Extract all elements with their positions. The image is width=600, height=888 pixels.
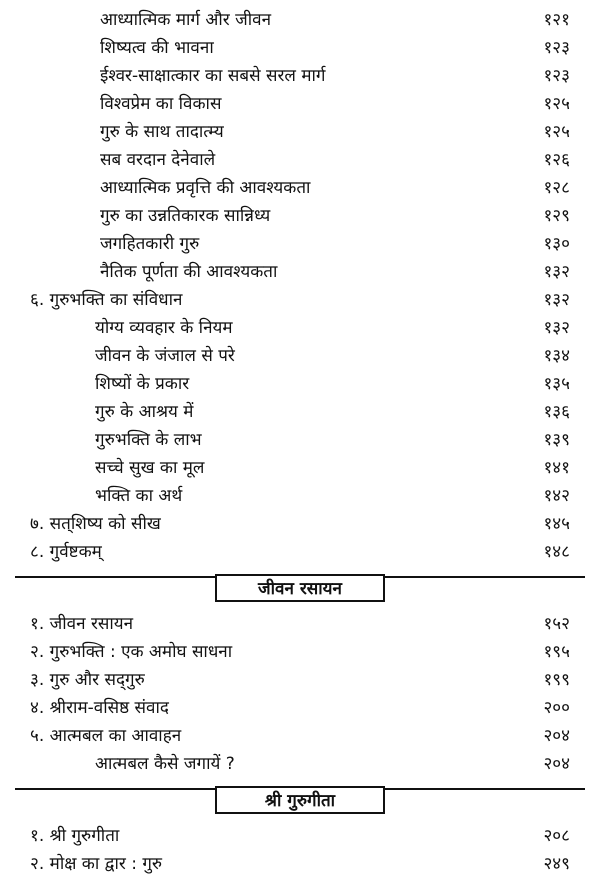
toc-chapter-title: ५. आत्मबल का आवाहन: [30, 726, 182, 746]
toc-entry: [0, 90, 600, 118]
toc-chapter: [0, 666, 600, 694]
toc-chapter-title: १. जीवन रसायन: [30, 614, 134, 634]
heading-rule-right: [385, 576, 585, 578]
toc-entry: [0, 342, 600, 370]
toc-chapter: [0, 694, 600, 722]
toc-entry-title: सब वरदान देनेवाले: [100, 150, 216, 170]
toc-entry-page: १२५: [543, 94, 570, 114]
toc-chapter-page: १५२: [543, 614, 570, 634]
toc-entry-page: १२३: [543, 38, 570, 58]
toc-entry-title: गुरु के आश्रय में: [95, 402, 194, 422]
toc-entry-title: जीवन के जंजाल से परे: [95, 346, 235, 366]
toc-entry-title: जगहितकारी गुरु: [100, 234, 200, 254]
toc-chapter: [0, 610, 600, 638]
toc-chapter-page: १४८: [543, 542, 570, 562]
toc-chapter-page: १९५: [543, 642, 570, 662]
toc-chapter-page: १४५: [543, 514, 570, 534]
toc-entry-page: १३२: [543, 318, 570, 338]
section-heading-label: श्री गुरुगीता: [215, 786, 385, 814]
toc-entry-title: सच्चे सुख का मूल: [95, 458, 205, 478]
toc-entry-page: १४१: [543, 458, 570, 478]
toc-entry: [0, 146, 600, 174]
toc-chapter-page: १९९: [543, 670, 570, 690]
toc-chapter-title: २. मोक्ष का द्वार : गुरु: [30, 854, 163, 874]
toc-entry-title: गुरु का उन्नतिकारक सान्निध्य: [100, 206, 271, 226]
toc-entry-title: शिष्यों के प्रकार: [95, 374, 190, 394]
toc-entry-page: १४२: [543, 486, 570, 506]
toc-entry-page: १३०: [543, 234, 570, 254]
heading-rule-right: [385, 788, 585, 790]
toc-entry-title: भक्ति का अर्थ: [95, 486, 183, 506]
toc-entry-page: १३९: [543, 430, 570, 450]
section-heading-jivan-rasayan: [0, 574, 600, 604]
toc-entry-title: ईश्वर-साक्षात्कार का सबसे सरल मार्ग: [100, 66, 326, 86]
toc-chapter-title: ६. गुरुभक्ति का संविधान: [30, 290, 183, 310]
section-heading-label: जीवन रसायन: [215, 574, 385, 602]
toc-entry-title: आध्यात्मिक मार्ग और जीवन: [100, 10, 272, 30]
toc-entry: [0, 750, 600, 778]
toc-chapter-title: २. गुरुभक्ति : एक अमोघ साधना: [30, 642, 233, 662]
heading-rule-left: [15, 788, 215, 790]
toc-entry: [0, 398, 600, 426]
toc-chapter-page: २४९: [543, 854, 570, 874]
toc-entry: [0, 34, 600, 62]
toc-entry-page: १३४: [543, 346, 570, 366]
toc-entry-page: २०४: [543, 754, 570, 774]
toc-entry: [0, 6, 600, 34]
heading-rule-left: [15, 576, 215, 578]
toc-chapter-page: २००: [543, 698, 570, 718]
toc-entry: [0, 426, 600, 454]
toc-chapter: [0, 722, 600, 750]
toc-entry-title: शिष्यत्व की भावना: [100, 38, 214, 58]
toc-entry-title: नैतिक पूर्णता की आवश्यकता: [100, 262, 278, 282]
toc-entry-title: गुरु के साथ तादात्म्य: [100, 122, 224, 142]
toc-entry: [0, 454, 600, 482]
toc-entry-page: १२१: [543, 10, 570, 30]
toc-entry: [0, 314, 600, 342]
toc-chapter-title: ३. गुरु और सद्‌गुरु: [30, 670, 145, 690]
toc-chapter-page: १३२: [543, 290, 570, 310]
toc-entry-page: १२९: [543, 206, 570, 226]
toc-entry-page: १२६: [543, 150, 570, 170]
toc-chapter-page: २०८: [543, 826, 570, 846]
toc-entry-page: १३६: [543, 402, 570, 422]
toc-entry: [0, 230, 600, 258]
toc-chapter-title: १. श्री गुरुगीता: [30, 826, 120, 846]
toc-entry: [0, 202, 600, 230]
toc-entry-title: आत्मबल कैसे जगायें ?: [95, 754, 235, 774]
toc-chapter: [0, 638, 600, 666]
toc-chapter: [0, 822, 600, 850]
toc-entry: [0, 118, 600, 146]
toc-chapter-title: ४. श्रीराम-वसिष्ठ संवाद: [30, 698, 169, 718]
toc-entry: [0, 62, 600, 90]
section-heading-shri-gurugita: [0, 786, 600, 816]
toc-entry-page: १२८: [543, 178, 570, 198]
toc-chapter: [0, 538, 600, 566]
toc-entry-page: १२५: [543, 122, 570, 142]
toc-entry-title: योग्य व्यवहार के नियम: [95, 318, 233, 338]
toc-entry: [0, 258, 600, 286]
toc-entry-page: १३५: [543, 374, 570, 394]
toc-chapter-title: ८. गुर्वष्टकम्: [30, 542, 102, 562]
toc-entry-title: आध्यात्मिक प्रवृत्ति की आवश्यकता: [100, 178, 311, 198]
toc-chapter-page: २०४: [543, 726, 570, 746]
toc-chapter: [0, 510, 600, 538]
toc-entry-page: १३२: [543, 262, 570, 282]
toc-entry: [0, 370, 600, 398]
toc-entry-title: गुरुभक्ति के लाभ: [95, 430, 202, 450]
toc-chapter-title: ७. सत्‌शिष्य को सीख: [30, 514, 161, 534]
toc-entry-page: १२३: [543, 66, 570, 86]
toc-chapter: [0, 850, 600, 878]
toc-entry-title: विश्वप्रेम का विकास: [100, 94, 222, 114]
toc-entry: [0, 174, 600, 202]
toc-entry: [0, 482, 600, 510]
toc-chapter: [0, 286, 600, 314]
